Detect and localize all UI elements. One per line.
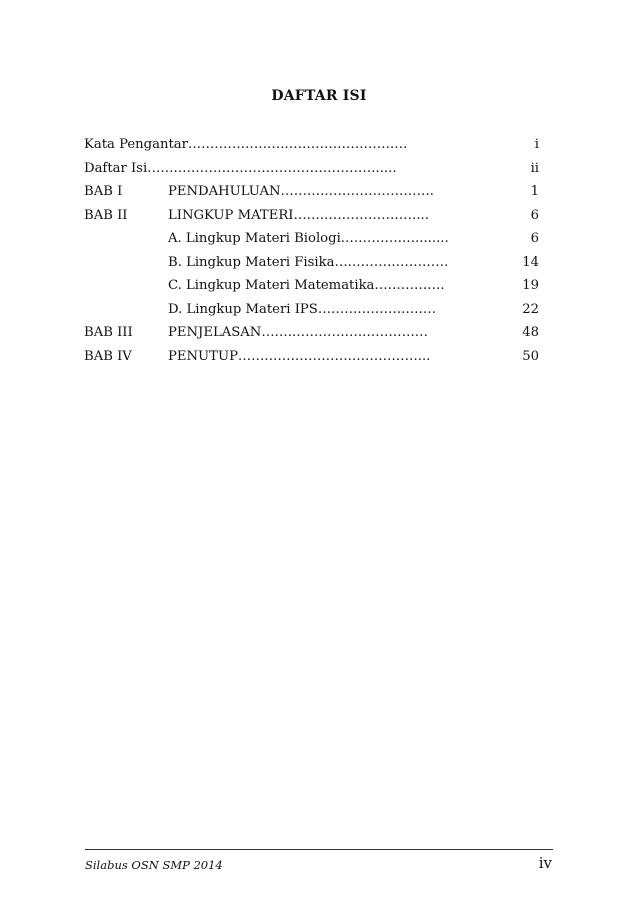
toc-row-fisika [84, 253, 539, 277]
toc-row-kata-pengantar [84, 135, 539, 159]
toc-row-biologi [84, 229, 539, 253]
toc-chapter-label: BAB I [84, 184, 123, 199]
toc-chapter-label: BAB IV [84, 348, 132, 364]
toc-row-bab-3 [84, 323, 539, 347]
footer-divider [85, 849, 553, 850]
toc-row-bab-2 [84, 206, 539, 230]
toc-page-number: 6 [530, 207, 539, 223]
toc-entry-label: PENJELASAN…….…………….…………… [168, 325, 428, 340]
toc-entry-label: B. Lingkup Materi Fisika….……….………… [168, 254, 449, 270]
toc-page-number: 19 [522, 278, 539, 293]
toc-page-number: i [534, 137, 539, 152]
toc-page-number: 22 [522, 301, 539, 317]
toc-entry-label: C. Lingkup Materi Matematika……………. [168, 278, 445, 293]
toc-entry-label: Kata Pengantar………………….………………………. [84, 137, 408, 152]
toc-page-number: 50 [522, 348, 539, 364]
toc-chapter-label: BAB II [84, 207, 128, 223]
toc-page-number: 48 [522, 325, 539, 340]
toc-entry-label: A. Lingkup Materi Biologi.………….…........ [168, 231, 449, 246]
toc-page-number: 14 [522, 254, 539, 270]
toc-entry-label: Daftar Isi…….………………………………………..... [84, 160, 397, 176]
toc-entry-label: PENUTUP……….…………….……………... [168, 348, 431, 364]
toc-row-bab-4 [84, 347, 539, 371]
page-title: DAFTAR ISI [271, 88, 367, 104]
toc-row-matematika [84, 276, 539, 300]
toc-row-ips [84, 300, 539, 324]
toc-entry-label: PENDAHULUAN……….……………………. [168, 184, 435, 199]
toc-chapter-label: BAB III [84, 325, 133, 340]
toc-entry-label: LINGKUP MATERI…….…………………... [168, 207, 429, 223]
toc-row-daftar-isi [84, 159, 539, 183]
toc-row-bab-1 [84, 182, 539, 206]
footer-document-title: Silabus OSN SMP 2014 [85, 858, 223, 872]
toc-entry-label: D. Lingkup Materi IPS……….……….……. [168, 301, 436, 317]
toc-page-number: 6 [530, 231, 539, 246]
toc-page-number: 1 [530, 184, 539, 199]
footer-page-number: iv [538, 854, 552, 872]
table-of-contents [84, 135, 539, 370]
toc-page-number: ii [530, 160, 539, 176]
